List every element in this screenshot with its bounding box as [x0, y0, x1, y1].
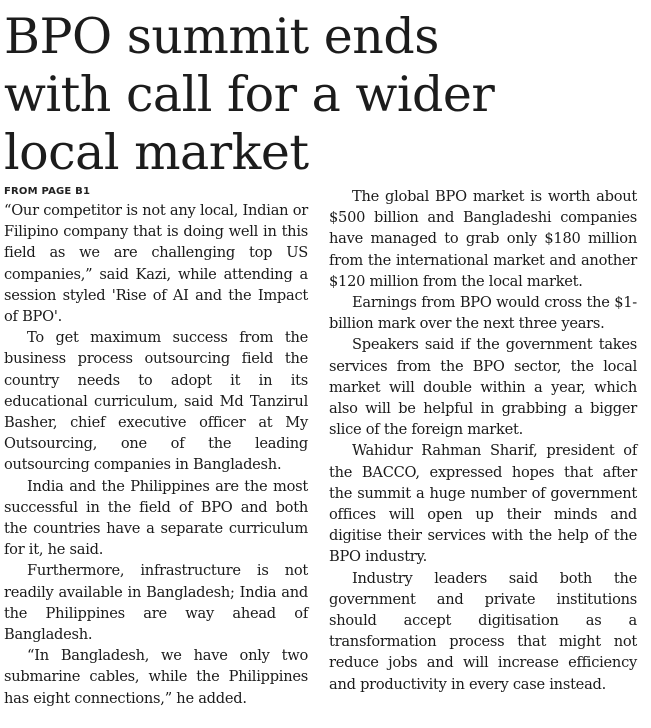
paragraph: “Our competitor is not any local, Indian or Filipino company that is doing well in this field as we are challenging top US companies,” said Kazi, while attending a session styled 'Rise of AI and the Impact of BPO'. — [4, 202, 308, 326]
headline — [4, 8, 644, 182]
continuation-kicker: FROM PAGE B1 — [4, 186, 91, 197]
headline-line: local market — [4, 124, 309, 181]
left-column — [4, 200, 308, 709]
paragraph: Speakers said if the government takes services from the BPO sector, the local market will double within a year, which also will be helpful in grabbing a bigger slice of the foreign market. — [329, 336, 637, 439]
paragraph: The global BPO market is worth about $500 billion and Bangladeshi companies have managed to grab only $180 million from the international market and another $120 million from the local market. — [329, 188, 637, 290]
paragraph: Furthermore, infrastructure is not readily available in Bangladesh; India and the Philippines are way ahead of Bangladesh. — [4, 562, 308, 644]
paragraph: To get maximum success from the business process outsourcing field the country needs to adopt it in its educational curriculum, said Md Tanzirul Basher, chief executive officer at My Outsourcing, one of the leading outsourcing companies in Bangladesh. — [4, 329, 308, 474]
paragraph: Industry leaders said both the government and private institutions should accept digitisation as a transformation process that might not reduce jobs and will increase efficiency and productivity in every case instead. — [329, 569, 637, 693]
paragraph: Wahidur Rahman Sharif, president of the BACCO, expressed hopes that after the summit a huge number of government offices will open up their minds and digitise their services with the help of the BPO industry. — [329, 442, 637, 566]
paragraph: Earnings from BPO would cross the $1-billion mark over the next three years. — [329, 294, 637, 333]
paragraph: “In Bangladesh, we have only two submarine cables, while the Philippines has eight connections,” he added. — [4, 647, 308, 707]
right-column — [329, 186, 637, 695]
paragraph: India and the Philippines are the most successful in the field of BPO and both the countries have a separate curriculum for it, he said. — [4, 477, 308, 559]
headline-line: BPO summit ends — [4, 8, 439, 65]
headline-line: with call for a wider — [4, 66, 495, 123]
